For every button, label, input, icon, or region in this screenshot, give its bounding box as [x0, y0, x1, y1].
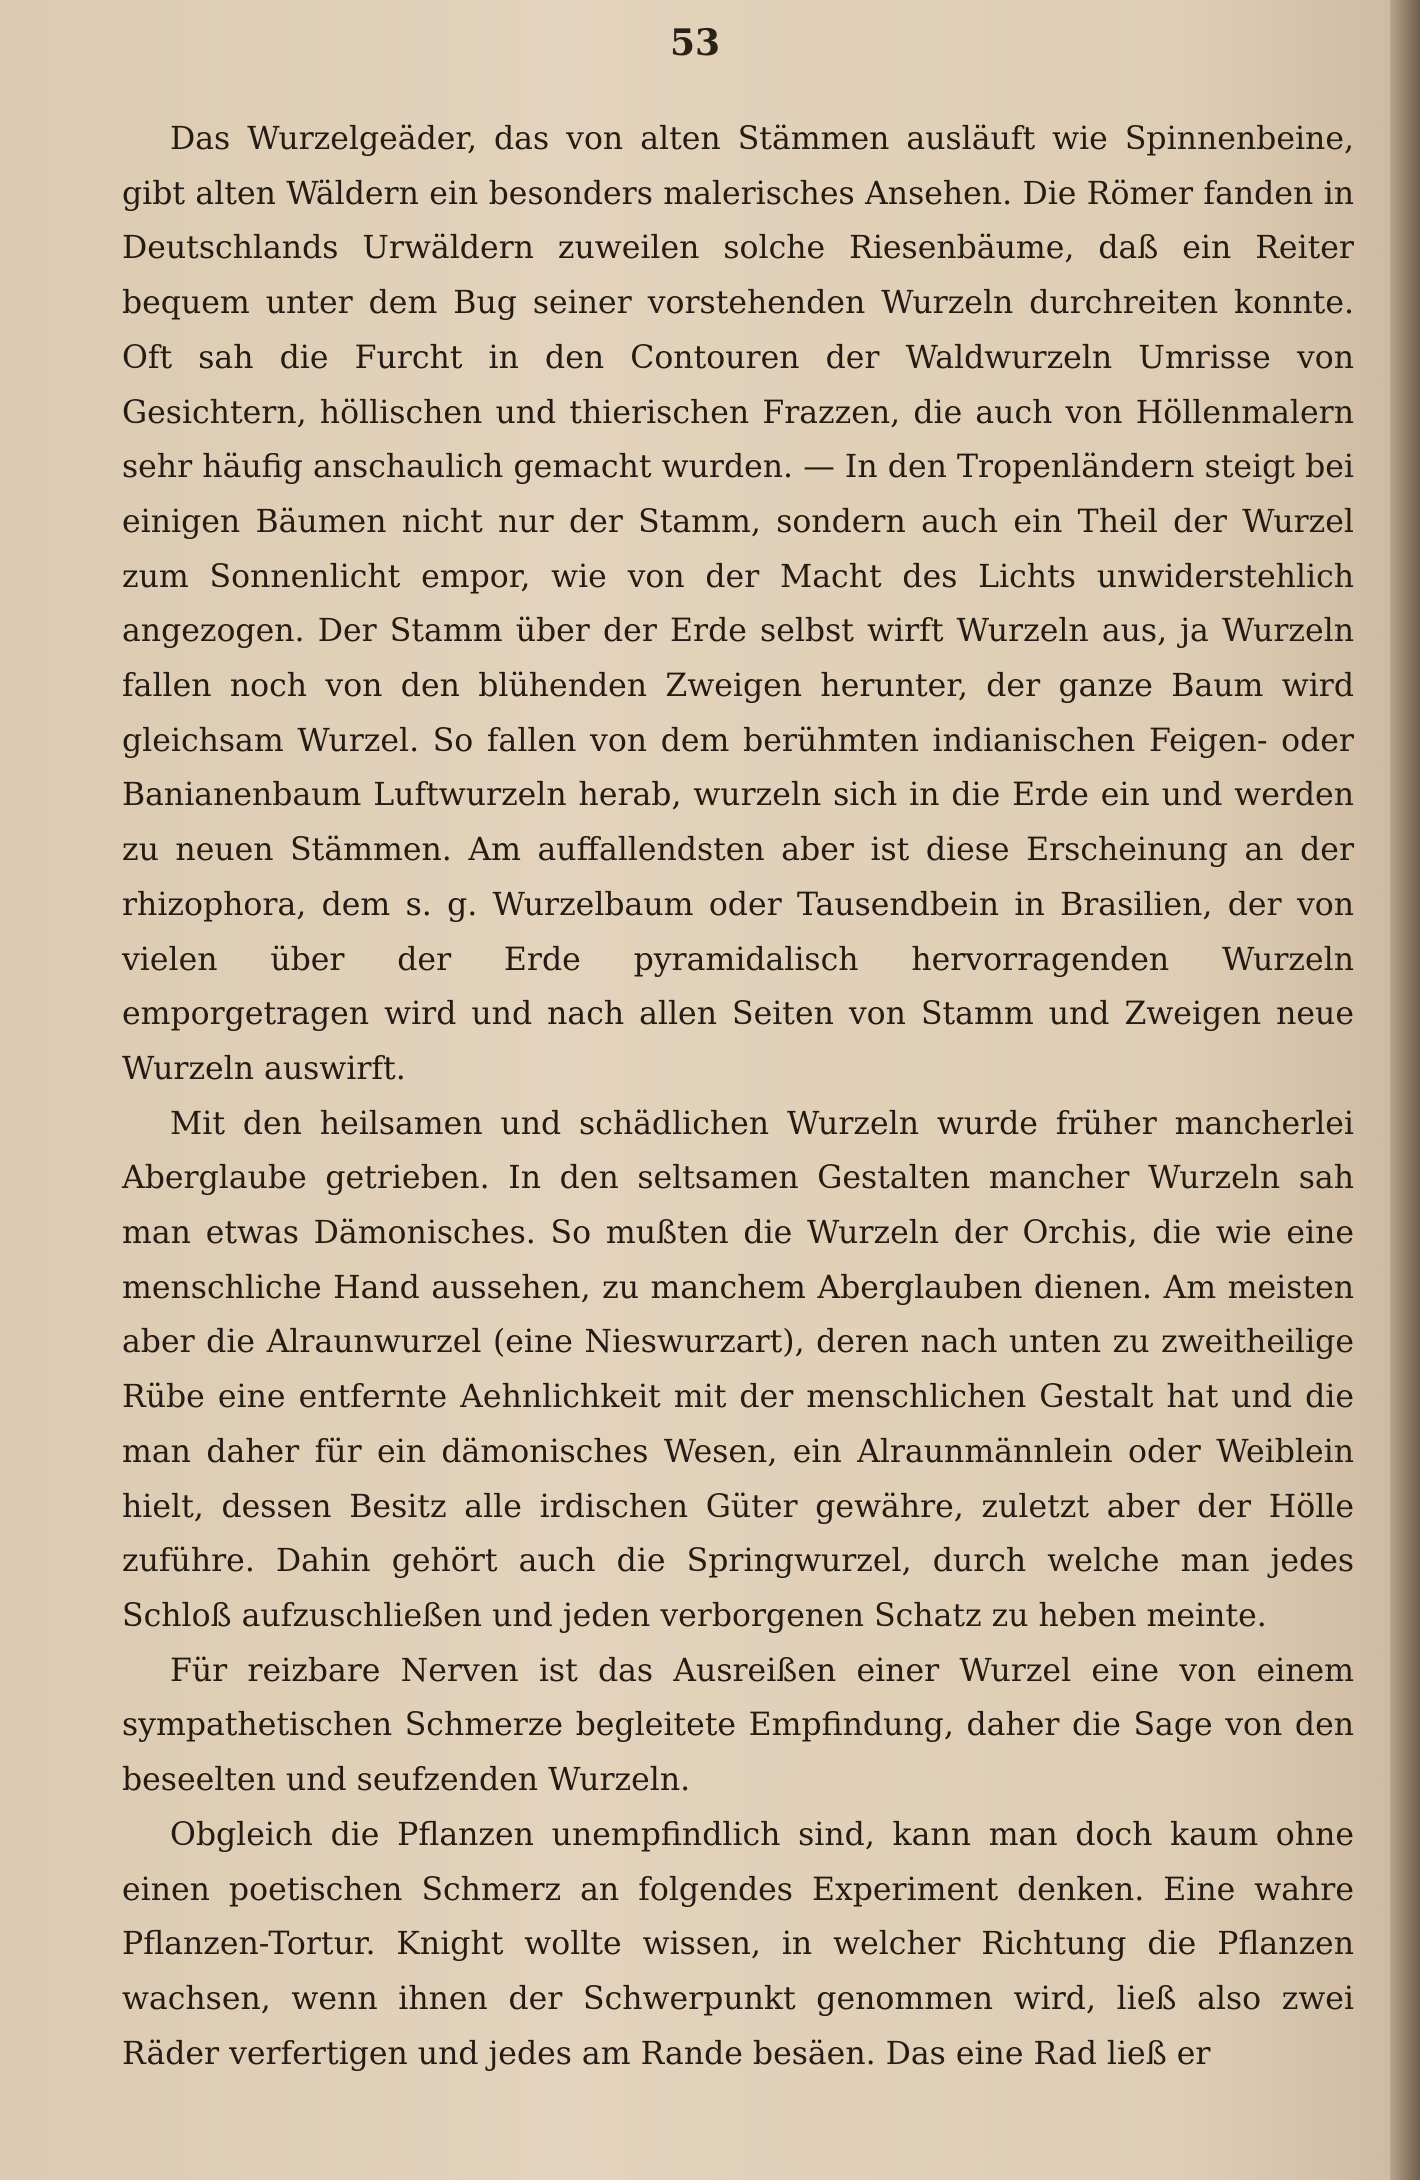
page-edge: [1390, 0, 1420, 2180]
paragraph-roots-forests: Das Wurzelgeäder, das von alten Stämmen ausläuft wie Spinnenbeine, gibt alten Wäldern ein besonders malerisches Ansehen. Die Römer fanden in Deutschlands Urwäldern zuweilen solche Riesenbäume, daß ein Reiter bequem unter dem Bug seiner vorstehenden Wurzeln durchreiten konnte. Oft sah die Furcht in den Contouren der Waldwurzeln Umrisse von Gesichtern, höllischen und thierischen Frazzen, die auch von Höllenmalern sehr häufig anschaulich gemacht wurden. — In den Tropenländern steigt bei einigen Bäumen nicht nur der Stamm, sondern auch ein Theil der Wurzel zum Sonnenlicht empor, wie von der Macht des Lichts unwiderstehlich angezogen. Der Stamm über der Erde selbst wirft Wurzeln aus, ja Wurzeln fallen noch von den blühenden Zweigen herunter, der ganze Baum wird gleichsam Wurzel. So fallen von dem berühmten indianischen Feigen- oder Banianenbaum Luftwurzeln herab, wurzeln sich in die Erde ein und werden zu neuen Stämmen. Am auffallendsten aber ist diese Erscheinung an der rhizophora, dem s. g. Wurzelbaum oder Tausendbein in Brasilien, der von vielen über der Erde pyramidalisch hervorragenden Wurzeln emporgetragen wird und nach allen Seiten von Stamm und Zweigen neue Wurzeln auswirft.: [122, 121, 1354, 1087]
paragraph-nerves: Für reizbare Nerven ist das Ausreißen einer Wurzel eine von einem sympathetischen Schmerze begleitete Empfindung, daher die Sage von den beseelten und seufzenden Wurzeln.: [122, 1652, 1354, 1799]
paragraph-superstition: Mit den heilsamen und schädlichen Wurzeln wurde früher mancherlei Aberglaube getrieben. In den seltsamen Gestalten mancher Wurzeln sah man etwas Dämonisches. So mußten die Wurzeln der Orchis, die wie eine menschliche Hand aussehen, zu manchem Aberglauben dienen. Am meisten aber die Alraunwurzel (eine Nieswurzart), deren nach unten zu zweitheilige Rübe eine entfernte Aehnlichkeit mit der menschlichen Gestalt hat und die man daher für ein dämonisches Wesen, ein Alraunmännlein oder Weiblein hielt, dessen Besitz alle irdischen Güter gewähre, zuletzt aber der Hölle zuführe. Dahin gehört auch die Springwurzel, durch welche man jedes Schloß aufzuschließen und jeden verborgenen Schatz zu heben meinte.: [122, 1105, 1354, 1634]
page-text: [122, 112, 1354, 2081]
paragraph-experiment: Obgleich die Pflanzen unempfindlich sind, kann man doch kaum ohne einen poetischen Schmerz an folgendes Experiment denken. Eine wahre Pflanzen-Tortur. Knight wollte wissen, in welcher Richtung die Pflanzen wachsen, wenn ihnen der Schwerpunkt genommen wird, ließ also zwei Räder verfertigen und jedes am Rande besäen. Das eine Rad ließ er: [122, 1816, 1354, 2072]
page-number: 53: [669, 22, 721, 64]
